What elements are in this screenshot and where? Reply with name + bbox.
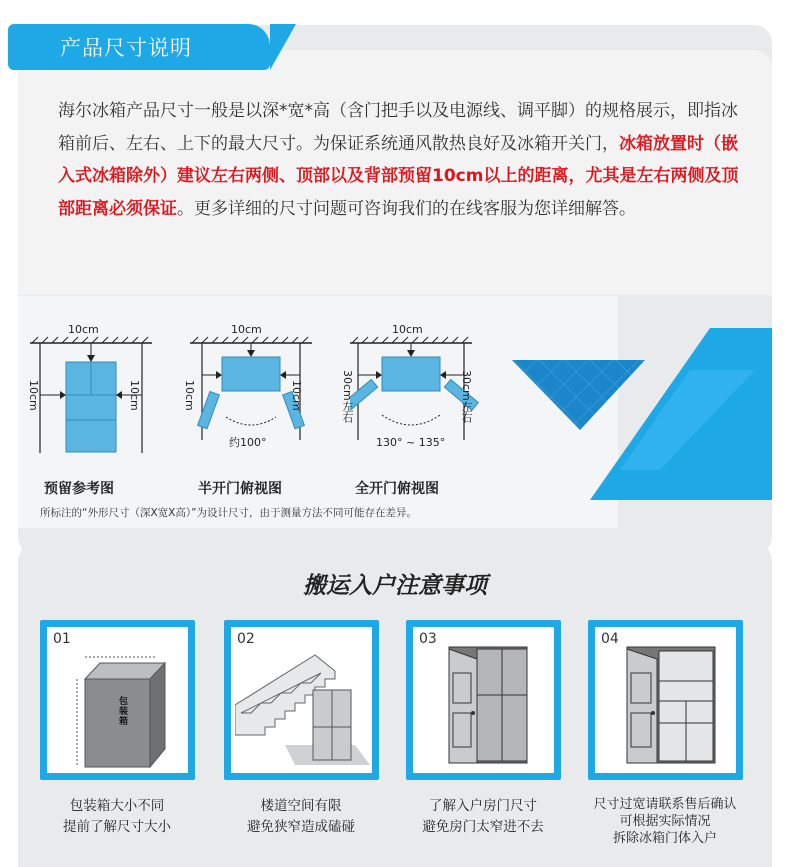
intro-highlight: 冰箱放置时（嵌入式冰箱除外）建议左右两侧、顶部以及背部预留10cm以上的距离，尤其是左右两侧及顶部距离必须保证	[58, 133, 739, 219]
card-number: 04	[601, 631, 619, 647]
notice-caption-04	[570, 796, 760, 847]
reserve-caption: 预留参考图	[44, 481, 114, 497]
notice-card-02	[224, 620, 379, 780]
caption-line-1: 了解入户房门尺寸	[429, 798, 537, 814]
full-open-caption: 全开门俯视图	[355, 481, 439, 497]
half-open-right-label: 10cm	[290, 380, 303, 411]
card-inner	[413, 627, 554, 773]
decorative-blue-shapes	[500, 320, 772, 510]
caption-line-3: 拆除冰箱门体入户	[612, 831, 717, 846]
notice-caption-02	[206, 796, 396, 838]
reserve-top-label: 10cm	[68, 323, 99, 336]
box-label: 包装箱	[119, 697, 129, 727]
remove-fridge-door-illustration	[607, 645, 732, 773]
notice-caption-01	[22, 796, 212, 838]
card-inner	[595, 627, 736, 773]
card-inner	[47, 627, 188, 773]
full-open-angle: 130° ~ 135°	[376, 436, 446, 449]
reserve-right-label: 10cm	[128, 380, 141, 411]
reserve-left-label: 10cm	[27, 380, 40, 411]
half-open-left-label: 10cm	[183, 380, 196, 411]
half-open-caption: 半开门俯视图	[198, 481, 282, 497]
full-open-right-label: 30cm左右	[460, 370, 473, 423]
card-number: 01	[53, 631, 71, 647]
notice-card-03	[406, 620, 561, 780]
caption-line-1: 尺寸过宽请联系售后确认	[593, 797, 737, 812]
intro-text-1: 海尔冰箱产品尺寸一般是以深*宽*高（含门把手以及电源线、调平脚）的规格展示，即指冰箱前后、左右、上下的最大尺寸。为保证系统通风散热良好及冰箱开关门，	[58, 101, 738, 154]
half-open-angle: 约100°	[229, 436, 267, 449]
half-open-top-label: 10cm	[231, 323, 262, 336]
notice-caption-03	[388, 796, 578, 838]
full-open-top-label: 10cm	[392, 323, 423, 336]
card-number: 03	[419, 631, 437, 647]
caption-line-1: 楼道空间有限	[260, 798, 342, 814]
house-door-illustration	[429, 645, 544, 773]
caption-line-1: 包装箱大小不同	[69, 798, 165, 814]
size-disclaimer-note: 所标注的“外形尺寸（深X宽X高）”为设计尺寸，由于测量方法不同可能存在差异。	[40, 507, 418, 519]
notice-card-01	[40, 620, 195, 780]
caption-line-2: 避免狭窄造成磕碰	[247, 819, 355, 835]
delivery-notice-title: 搬运入户注意事项	[303, 573, 487, 599]
card-inner	[231, 627, 372, 773]
staircase-illustration	[235, 645, 370, 770]
section-title: 产品尺寸说明	[60, 36, 192, 60]
full-open-left-label: 30cm左右	[341, 370, 354, 423]
intro-paragraph	[58, 95, 748, 225]
caption-line-2: 可根据实际情况	[619, 814, 711, 829]
notice-card-04	[588, 620, 743, 780]
intro-text-2: 。更多详细的尺寸问题可咨询我们的在线客服为您详细解答。	[177, 198, 636, 219]
caption-line-2: 提前了解尺寸大小	[63, 819, 171, 835]
caption-line-2: 避免房门太窄进不去	[422, 819, 544, 835]
card-number: 02	[237, 631, 255, 647]
